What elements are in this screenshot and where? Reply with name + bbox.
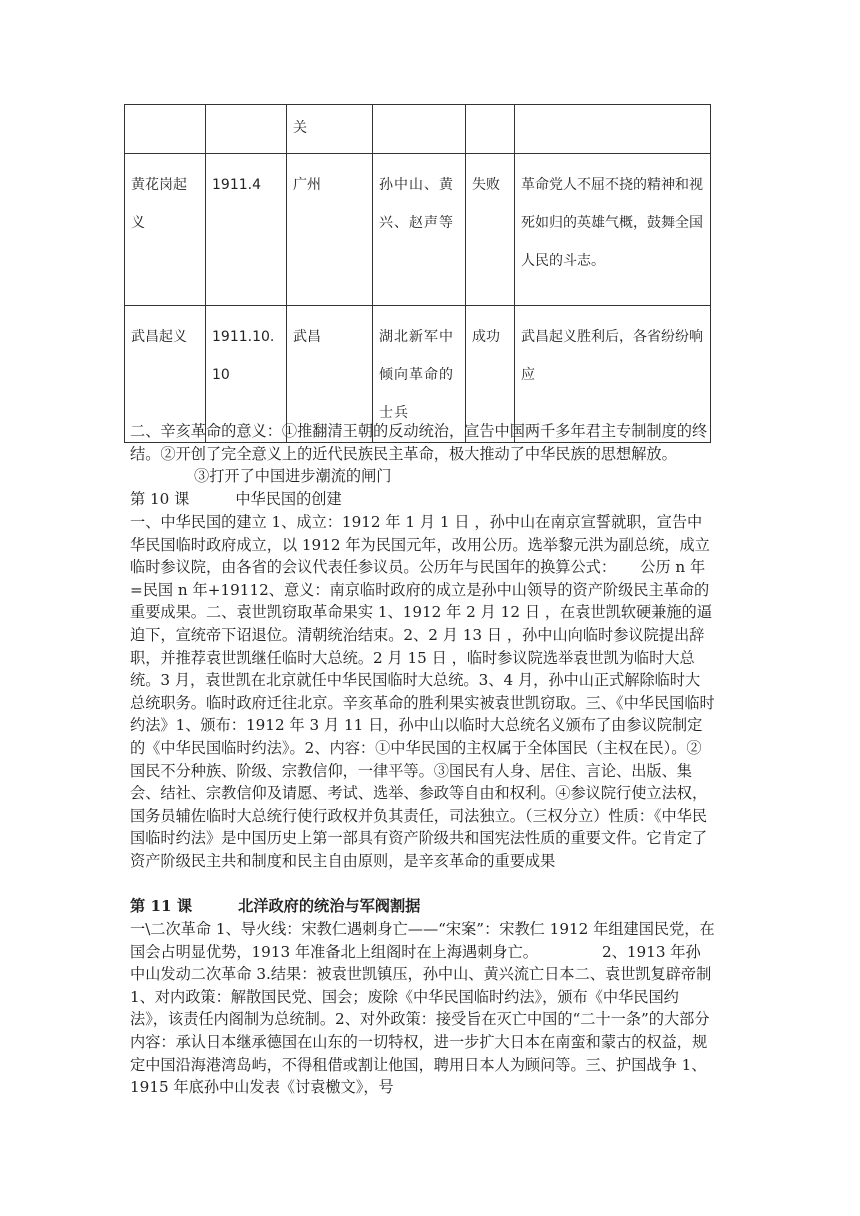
revolution-meaning <box>130 420 715 488</box>
uprising-leaders: 湖北新军中倾向革命的士兵 <box>373 306 466 443</box>
uprising-name: 黄花岗起义 <box>125 154 206 306</box>
meaning-text: ③打开了中国进步潮流的闸门 <box>194 467 392 486</box>
meaning-text: 二、辛亥革命的意义：①推翻清王朝的反动统治，宣告中国两千多年君主专制制度的终结。②开创了完全意义上的近代民族民主革命，极大推动了中华民族的思想解放。 <box>130 422 708 463</box>
table-cell <box>515 105 711 154</box>
lesson-text: 2、1913 年孙中山发动二次革命 3.结果：被袁世凯镇压，孙中山、黄兴流亡日本二、袁世凯复辟帝制 1、对内政策：解散国民党、国会；废除《中华民国临时约法》，颁布《中华民国约法》，该责任内阁制为总统制。2、对外政策：接受旨在灭亡中国的“二十一条”的大部分内容：承认日本继承德国在山东的一切特权，进一步扩大日本在南蛮和蒙古的权益，规定中国沿海港湾岛屿，不得租借或割让他国，聘用日本人为顾问等。三、护国战争 1、1915 年底孙中山发表《讨袁檄文》，号 <box>130 942 712 1097</box>
uprising-leaders: 孙中山、黄兴、赵声等 <box>373 154 466 306</box>
lesson-10-body <box>130 511 715 873</box>
uprising-result: 成功 <box>466 306 515 443</box>
lesson-title: 北洋政府的统治与军阀割据 <box>238 897 421 915</box>
uprising-significance: 武昌起义胜利后，各省纷纷响应 <box>515 306 711 443</box>
uprising-place: 广州 <box>287 154 373 306</box>
lesson-text: 公历 n 年=民国 n 年+19112、意义：南京临时政府的成立是孙中山领导的资产阶级民主革命的重要成果。二、袁世凯窃取革命果实 1、1912 年 2 月 12 日 ，在袁世凯软硬兼施的逼迫下，宣统帝下诏退位。清朝统治结束。2、2 月 13 日 ，孙中山向临时参议院提出辞职，并推荐袁世凯继任临时大总统。2 月 15 日 ，临时参议院选举袁世凯为临时大总统。3 月，袁世凯在北京就任中华民国临时大总统。3、4 月，孙中山正式解除临时大总统职务。临时政府迁往北京。辛亥革命的胜利果实被袁世凯窃取。三、《中华民国临时约法》1、颁布：1912 年 3 月 11 日，孙中山以临时大总统名义颁布了由参议院制定的《中华民国临时约法》。2、内容：①中华民国的主权属于全体国民（主权在民）。②国民不分种族、阶级、宗教信仰，一律平等。③国民有人身、居住、言论、出版、集会、结社、宗教信仰及请愿、考试、选举、参政等自由和权利。④参议院行使立法权，国务员辅佐临时大总统行使行政权并负其责任，司法独立。（三权分立）性质：《中华民国临时约法》是中国历史上第一部具有资产阶级共和国宪法性质的重要文件。它肯定了资产阶级民主共和制度和民主自由原则，是辛亥革命的重要成果 <box>130 558 715 870</box>
table-cell <box>466 105 515 154</box>
uprisings-table <box>124 104 711 443</box>
table-row <box>125 105 711 154</box>
lesson-11-heading <box>130 895 715 918</box>
table-cell <box>373 105 466 154</box>
uprising-significance: 革命党人不屈不挠的精神和视死如归的英雄气概，鼓舞全国人民的斗志。 <box>515 154 711 306</box>
uprising-result: 失败 <box>466 154 515 306</box>
table-cell <box>206 105 287 154</box>
uprising-place: 武昌 <box>287 306 373 443</box>
lesson-number: 第 11 课 <box>130 897 193 915</box>
lesson-text: 一\二次革命 1、导火线：宋教仁遇刺身亡——“宋案”：宋教仁 1912 年组建国民党，在国会占明显优势，1913 年准备北上组阁时在上海遇刺身亡。 <box>130 920 715 961</box>
lesson-number: 第 10 课 <box>130 490 190 508</box>
uprising-name: 武昌起义 <box>125 306 206 443</box>
table-row <box>125 154 711 306</box>
uprising-date: 1911.10.10 <box>206 306 287 443</box>
table-cell <box>125 105 206 154</box>
lesson-title: 中华民国的创建 <box>235 490 342 508</box>
uprising-date: 1911.4 <box>206 154 287 306</box>
lesson-10-heading <box>130 488 715 511</box>
table-cell: 关 <box>287 105 373 154</box>
lesson-text: 一、中华民国的建立 1、成立：1912 年 1 月 1 日 ，孙中山在南京宣誓就职，宣告中华民国临时政府成立，以 1912 年为民国元年，改用公历。选举黎元洪为副总统，成立临时参议院，由各省的会议代表任参议员。公历年与民国年的换算公式： <box>130 513 710 577</box>
lesson-11-body <box>130 918 715 1099</box>
